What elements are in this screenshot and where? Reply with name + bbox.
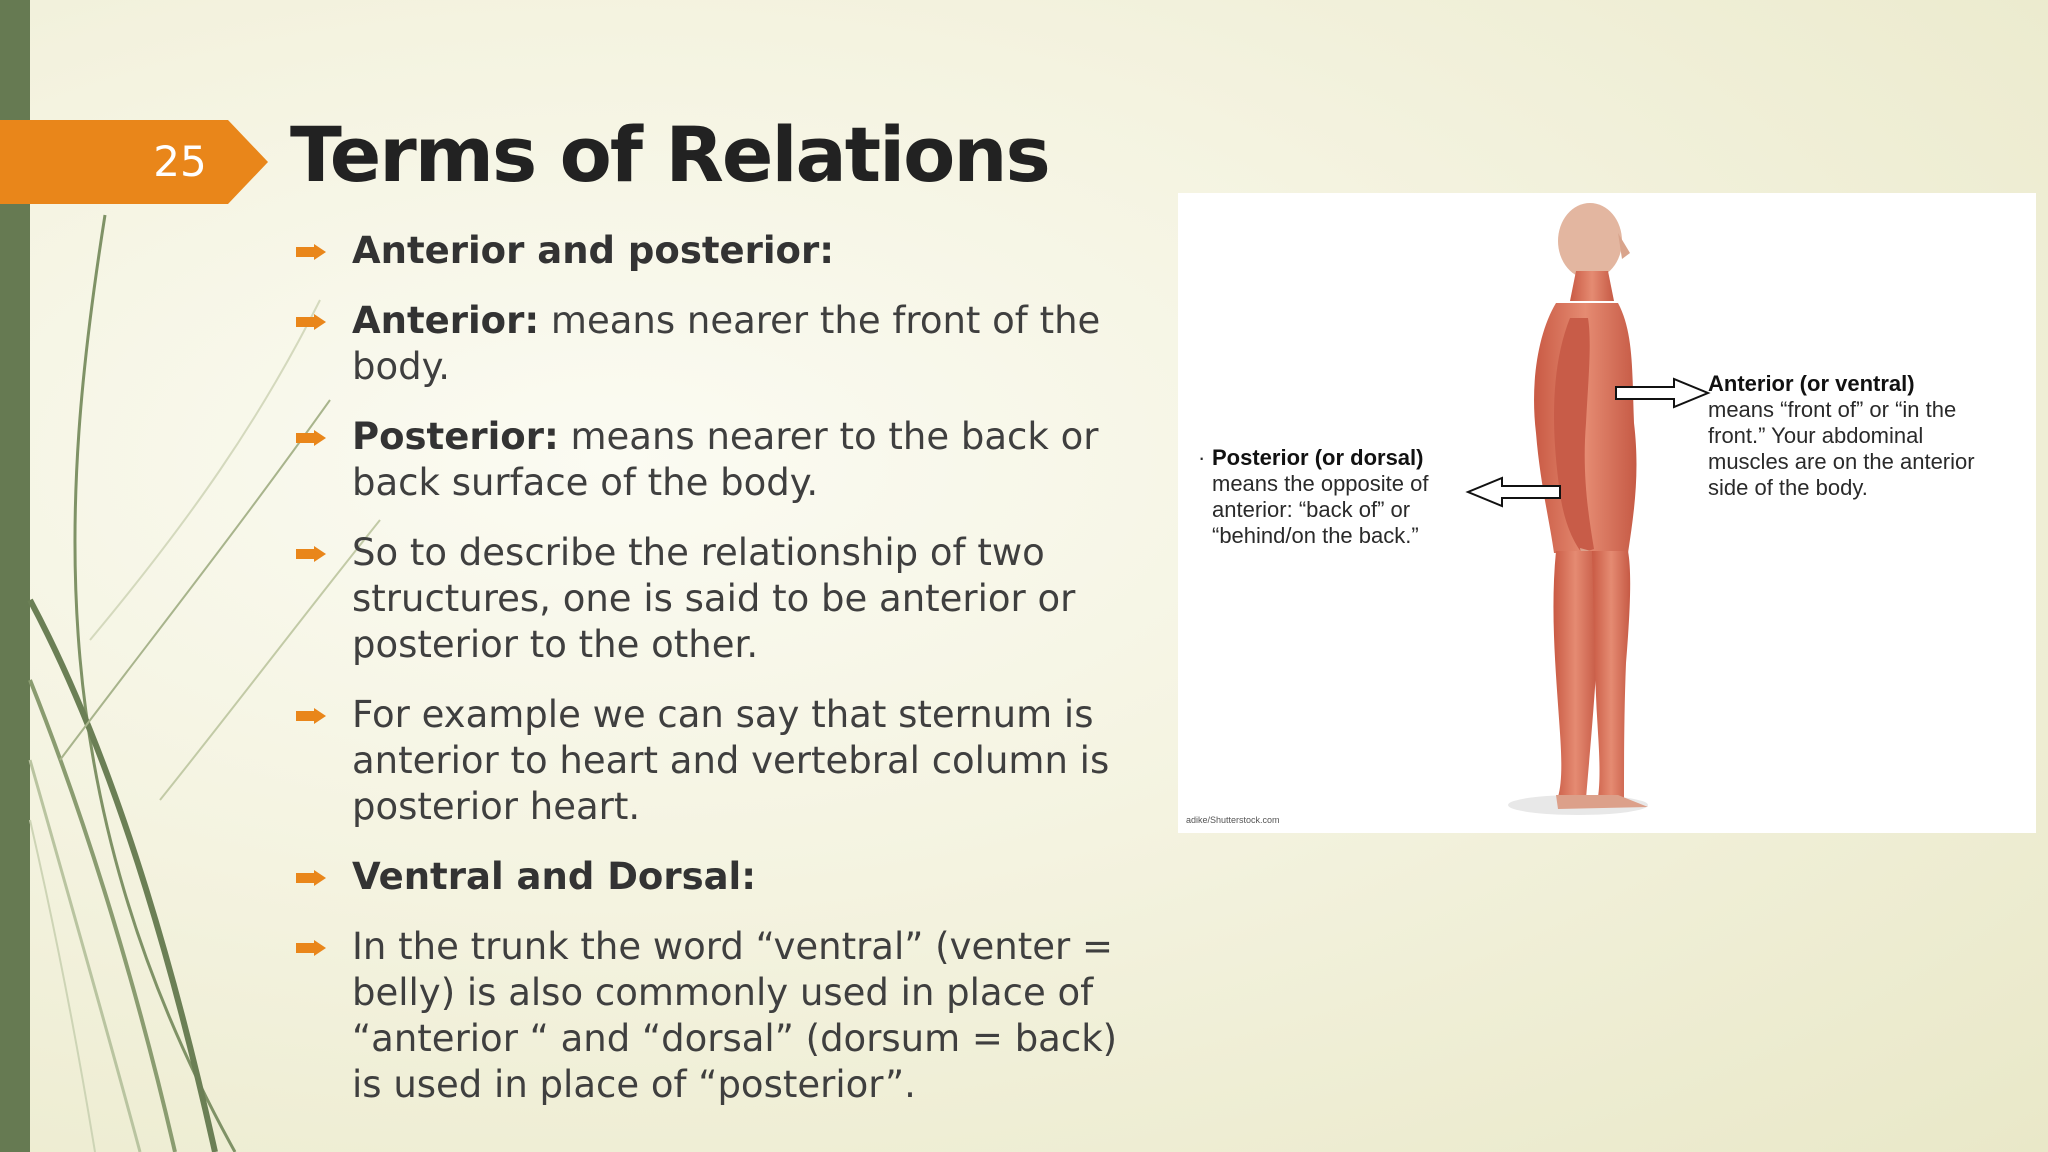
right-arrow-icon [296,708,326,724]
bullet-item [292,530,1152,668]
anterior-caption [1708,371,2008,501]
bullet-text: means nearer to the back or back surface of the body. [352,415,1099,504]
bullet-text: For example we can say that sternum is anterior to heart and vertebral column is posterior heart. [352,693,1110,828]
bullet-item [292,692,1152,830]
bullet-bold: Posterior: [352,415,559,458]
slide-title: Terms of Relations [290,110,1049,199]
bullet-bold: Anterior: [352,299,540,342]
image-credit: adike/Shutterstock.com [1186,815,1280,825]
bullet-bold: Ventral and Dorsal: [352,855,757,898]
bullet-item [292,854,1152,900]
right-arrow-icon [296,244,326,260]
bullet-text: So to describe the relationship of two structures, one is said to be anterior or posterior to the other. [352,531,1076,666]
right-arrow-icon [296,314,326,330]
bullet-bold: Anterior and posterior: [352,229,835,272]
slide-number-tab [0,120,268,204]
bullet-item [292,228,1152,274]
posterior-caption-title: Posterior (or dorsal) [1212,445,1424,470]
right-arrow-icon [296,870,326,886]
bullet-item [292,924,1152,1108]
bullet-text: In the trunk the word “ventral” (venter = belly) is also commonly used in place of “anterior “ and “dorsal” (dorsum = back) is used in place of “posterior”. [352,925,1118,1106]
posterior-caption-dot: · [1198,445,1206,470]
bullet-text: means nearer the front of the body. [352,299,1101,388]
bullet-list [292,228,1152,1132]
slide-number: 25 [153,137,207,186]
posterior-caption [1198,445,1442,549]
right-arrow-icon [296,430,326,446]
right-arrow-icon [296,546,326,562]
anterior-caption-title: Anterior (or ventral) [1708,371,1915,396]
posterior-caption-text: means the opposite of anterior: “back of” or “behind/on the back.” [1212,471,1429,548]
bullet-item [292,414,1152,506]
anatomy-figure [1178,193,2036,833]
right-arrow-icon [296,940,326,956]
bullet-item [292,298,1152,390]
anterior-caption-text: means “front of” or “in the front.” Your abdominal muscles are on the anterior side of the body. [1708,397,1975,500]
